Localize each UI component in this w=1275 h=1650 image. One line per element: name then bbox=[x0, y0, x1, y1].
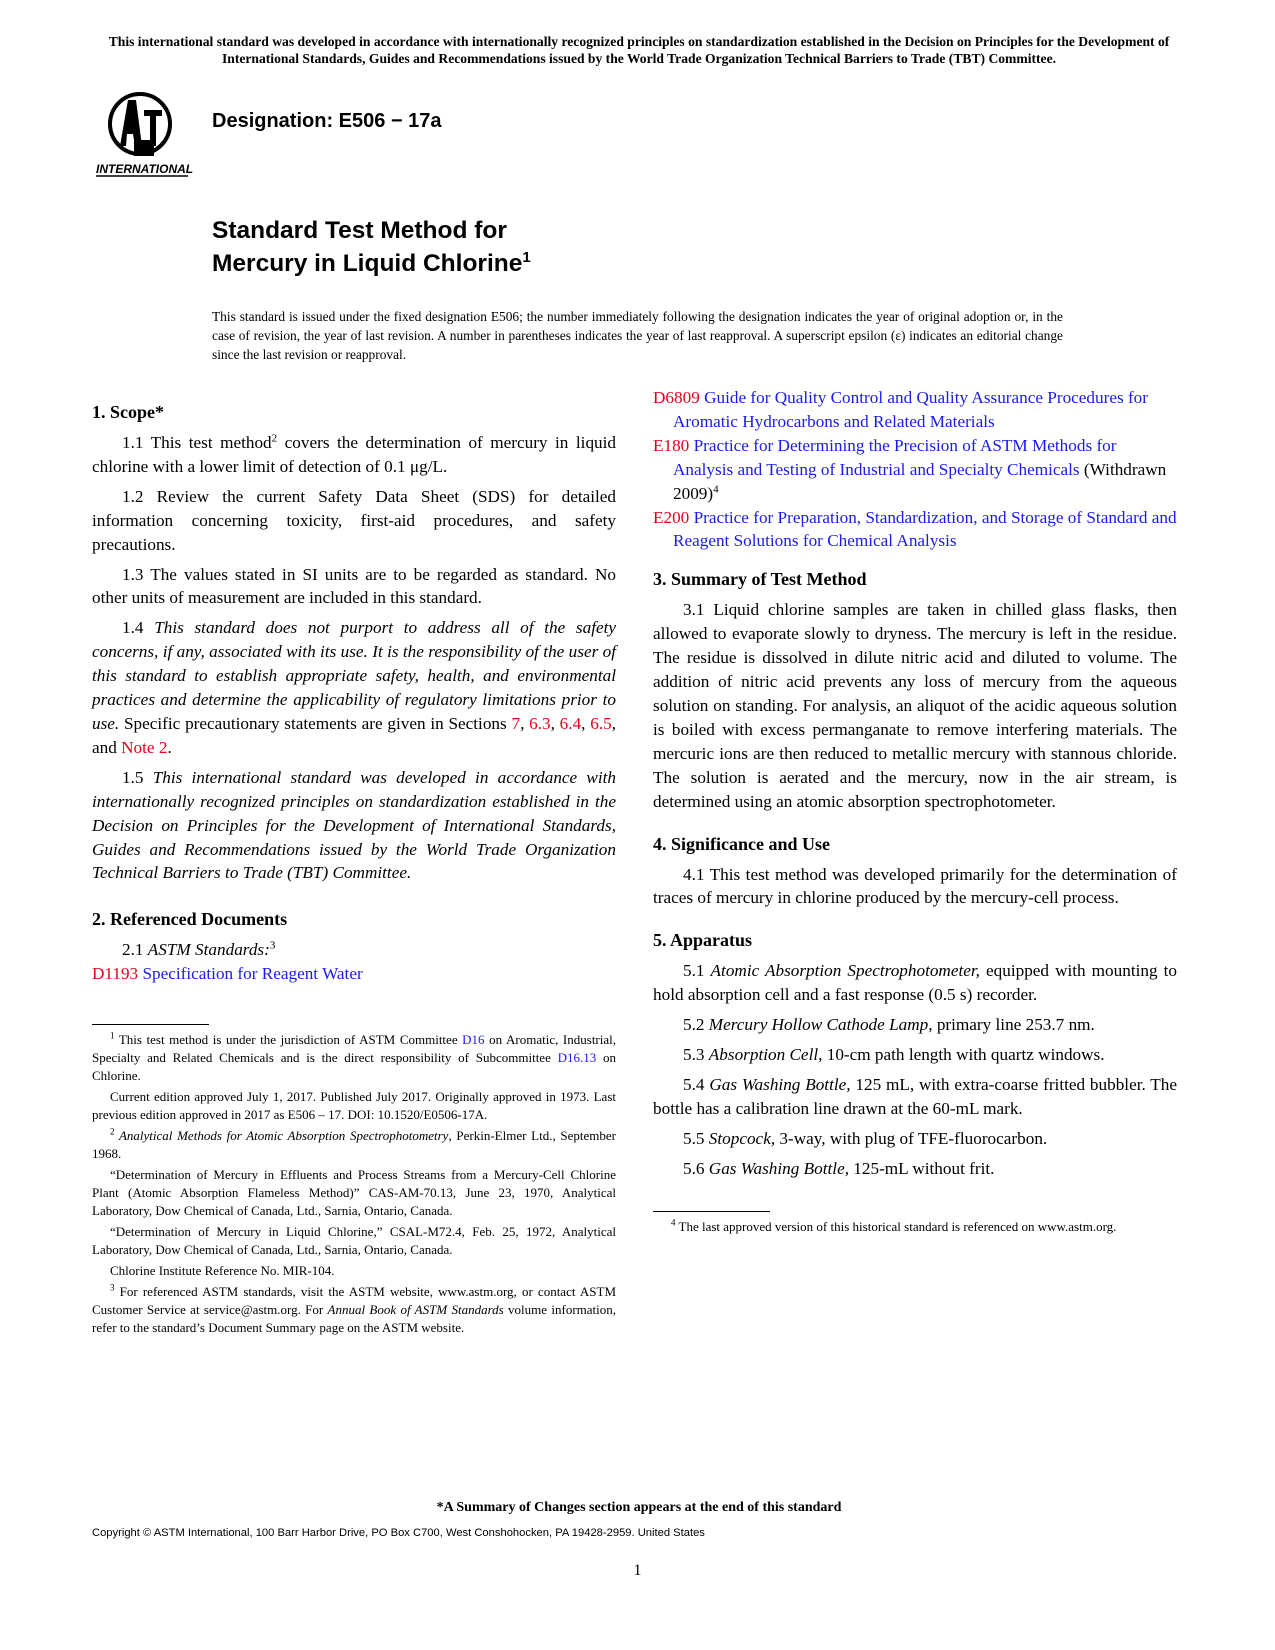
footnote-3: $^3$ For referenced ASTM standards, visit the ASTM website, www.astm.org, or contact ASTM Customer Service at service@astm.org. For Annual Book of ASTM Standards volume information, refer to the standard’s Document Summary page on the ASTM website. bbox=[92, 1282, 617, 1336]
paragraph-3-1: 3.1 Liquid chlorine samples are taken in chilled glass flasks, then allowed to evaporate slowly to dryness. The mercury is left in the residue. The residue is dissolved in dilute nitric acid and diluted to volume. The addition of nitric acid prevents any loss of mercury from the aqueous solution on standing. For analysis, an aliquot of the acidic aqueous solution is boiled with excess permanganate to remove interfering materials. The mercuric ions are then reduced to metallic mercury with stannous chloride. The solution is aerated and the mercury, now in the air stream, is determined using an atomic absorption spectrophotometer. bbox=[653, 600, 1177, 811]
paragraph-1-3: 1.3 The values stated in SI units are to be regarded as standard. No other units of measurement are included in this standard. bbox=[92, 564, 616, 608]
apparatus-item: 5.3 Absorption Cell, 10-cm path length with quartz windows. bbox=[683, 1045, 1105, 1065]
title-line-2 bbox=[212, 247, 531, 280]
section-heading-apparatus: 5. Apparatus bbox=[653, 930, 753, 951]
paragraph-2-1: 2.1 ASTM Standards:$^3$ bbox=[122, 939, 276, 960]
page-title bbox=[212, 214, 531, 280]
title-line-1: Standard Test Method for bbox=[212, 217, 507, 244]
section-heading-summary: 3. Summary of Test Method bbox=[653, 569, 867, 590]
footnote-4: $^4$ The last approved version of this historical standard is referenced on www.astm.org. bbox=[671, 1217, 1117, 1234]
apparatus-item: 5.5 Stopcock, 3-way, with plug of TFE-fluorocarbon. bbox=[683, 1128, 1048, 1148]
footnote-2: $^2$ Analytical Methods for Atomic Absorption Spectrophotometry, Perkin-Elmer Ltd., September 1968. bbox=[92, 1126, 616, 1162]
ref-title[interactable]: Specification for Reagent Water bbox=[138, 964, 363, 984]
footnote-2-ref-c: Chlorine Institute Reference No. MIR-104. bbox=[110, 1263, 335, 1279]
link-section-7[interactable]: 7 bbox=[511, 713, 521, 733]
link-d16-13[interactable]: D16.13 bbox=[557, 1050, 597, 1066]
right-column bbox=[653, 386, 1177, 1239]
link-section-6-4[interactable]: 6.4 bbox=[559, 713, 582, 733]
ref-code[interactable]: E200 bbox=[653, 507, 690, 527]
ref-title[interactable]: Practice for Determining the Precision of ASTM Methods for Analysis and Testing of Industrial and Specialty Chemicals bbox=[673, 435, 1117, 479]
ref-code[interactable]: D6809 bbox=[653, 388, 700, 407]
ref-title[interactable]: Practice for Preparation, Standardization, and Storage of Standard and Reagent Solutions for Chemical Analysis bbox=[673, 507, 1177, 551]
section-heading-significance: 4. Significance and Use bbox=[653, 833, 831, 854]
ref-title[interactable]: Guide for Quality Control and Quality Assurance Procedures for Aromatic Hydrocarbons and Related Materials bbox=[673, 388, 1148, 431]
paragraph-1-5: 1.5 This international standard was developed in accordance with internationally recognized principles on standardization established in the Decision on Principles for the Development of International Standards, Guides and Recommendations issued by the World Trade Organization Technical Barriers to Trade (TBT) Committee. bbox=[92, 767, 616, 883]
section-heading-referenced: 2. Referenced Documents bbox=[92, 909, 288, 930]
title-text: Mercury in Liquid Chlorine bbox=[212, 250, 523, 277]
astm-logo-icon bbox=[92, 88, 200, 180]
apparatus-item: 5.2 Mercury Hollow Cathode Lamp, primary line 253.7 nm. bbox=[683, 1015, 1095, 1035]
paragraph-1-4: 1.4 This standard does not purport to address all of the safety concerns, if any, associated with its use. It is the responsibility of the user of this standard to establish appropriate safety, health, and environmental practices and determine the applicability of regulatory limitations prior to use. Specific precautionary statements are given in Sections 7, 6.3, 6.4, 6.5, and Note 2. bbox=[92, 618, 617, 757]
astm-logo bbox=[92, 88, 200, 180]
ref-code[interactable]: E180 bbox=[653, 435, 690, 455]
link-section-6-5[interactable]: 6.5 bbox=[590, 713, 612, 733]
footnote-rule bbox=[92, 1024, 209, 1025]
page-number: 1 bbox=[633, 1562, 642, 1579]
footnote-1-edition: Current edition approved July 1, 2017. Published July 2017. Originally approved in 1973. Last previous edition approved in 2017 as E506 – 17. DOI: 10.1520/E0506-17A. bbox=[92, 1089, 616, 1123]
footnote-rule bbox=[653, 1211, 770, 1212]
link-note-2[interactable]: Note 2 bbox=[121, 737, 168, 757]
ref-code[interactable]: D1193 bbox=[92, 964, 139, 984]
footnote-2-ref-a: “Determination of Mercury in Effluents and Process Streams from a Mercury-Cell Chlorine Plant (Atomic Absorption Flameless Method)” CAS-AM-70.13, June 23, 1970, Analytical Laboratory, Dow Chemical of Canada, Ltd., Sarnia, Ontario, Canada. bbox=[92, 1167, 616, 1219]
section-heading-scope: 1. Scope* bbox=[92, 402, 164, 422]
ref-d1193[interactable] bbox=[92, 962, 616, 986]
summary-of-changes-note: *A Summary of Changes section appears at the end of this standard bbox=[436, 1500, 842, 1515]
ref-d6809[interactable] bbox=[653, 386, 1177, 434]
paragraph-1-1: 1.1 This test method$^2$ covers the determination of mercury in liquid chlorine with a lower limit of detection of 0.1 μg/L. bbox=[92, 432, 616, 476]
apparatus-item: 5.1 Atomic Absorption Spectrophotometer, equipped with mounting to hold absorption cell and a fast response (0.5 s) recorder. bbox=[653, 961, 1177, 1005]
designation: Designation: E506 − 17a bbox=[212, 110, 442, 132]
link-d16[interactable]: D16 bbox=[462, 1032, 485, 1048]
left-column bbox=[92, 400, 616, 1340]
ref-e200[interactable] bbox=[653, 506, 1177, 554]
logo-text: INTERNATIONAL bbox=[96, 162, 194, 176]
copyright: Copyright © ASTM International, 100 Barr Harbor Drive, PO Box C700, West Conshohocken, PA 19428-2959. United States bbox=[92, 1527, 705, 1539]
wto-notice: This international standard was developed in accordance with internationally recognized principles on standardization established in the Decision on Principles for the Development of International Standards, Guides and Recommendations issued by the World Trade Organization Technical Barriers to Trade (TBT) Committee. bbox=[108, 34, 1170, 66]
issue-note: This standard is issued under the fixed designation E506; the number immediately following the designation indicates the year of original adoption or, in the case of revision, the year of last revision. A number in parentheses indicates the year of last reapproval. A superscript epsilon (ε) indicates an editorial change since the last revision or reapproval. bbox=[212, 309, 1063, 362]
footnote-1: $^1$ This test method is under the jurisdiction of ASTM Committee D16 on Aromatic, Industrial, Specialty and Related Chemicals and is the direct responsibility of Subcommittee D16.13 on Chlorine. bbox=[92, 1030, 616, 1084]
ref-e180[interactable]: E180 Practice for Determining the Precision of ASTM Methods for Analysis and Testing of Industrial and Specialty Chemicals (Withdrawn 2009)$^4$ bbox=[653, 435, 1167, 503]
paragraph-1-2: 1.2 Review the current Safety Data Sheet (SDS) for detailed information concerning toxicity, first-aid procedures, and safety precautions. bbox=[92, 486, 616, 554]
link-section-6-3[interactable]: 6.3 bbox=[529, 713, 551, 733]
footnote-2-ref-b: “Determination of Mercury in Liquid Chlorine,” CSAL-M72.4, Feb. 25, 1972, Analytical Laboratory, Dow Chemical of Canada, Ltd., Sarnia, Ontario, Canada. bbox=[92, 1224, 616, 1258]
title-footnote-mark: 1 bbox=[522, 248, 531, 266]
apparatus-item: 5.6 Gas Washing Bottle, 125-mL without frit. bbox=[683, 1158, 995, 1178]
apparatus-item: 5.4 Gas Washing Bottle, 125 mL, with extra-coarse fritted bubbler. The bottle has a calibration line drawn at the 60-mL mark. bbox=[653, 1074, 1177, 1118]
paragraph-4-1: 4.1 This test method was developed primarily for the determination of traces of mercury in chlorine produced by the mercury-cell process. bbox=[653, 864, 1177, 908]
